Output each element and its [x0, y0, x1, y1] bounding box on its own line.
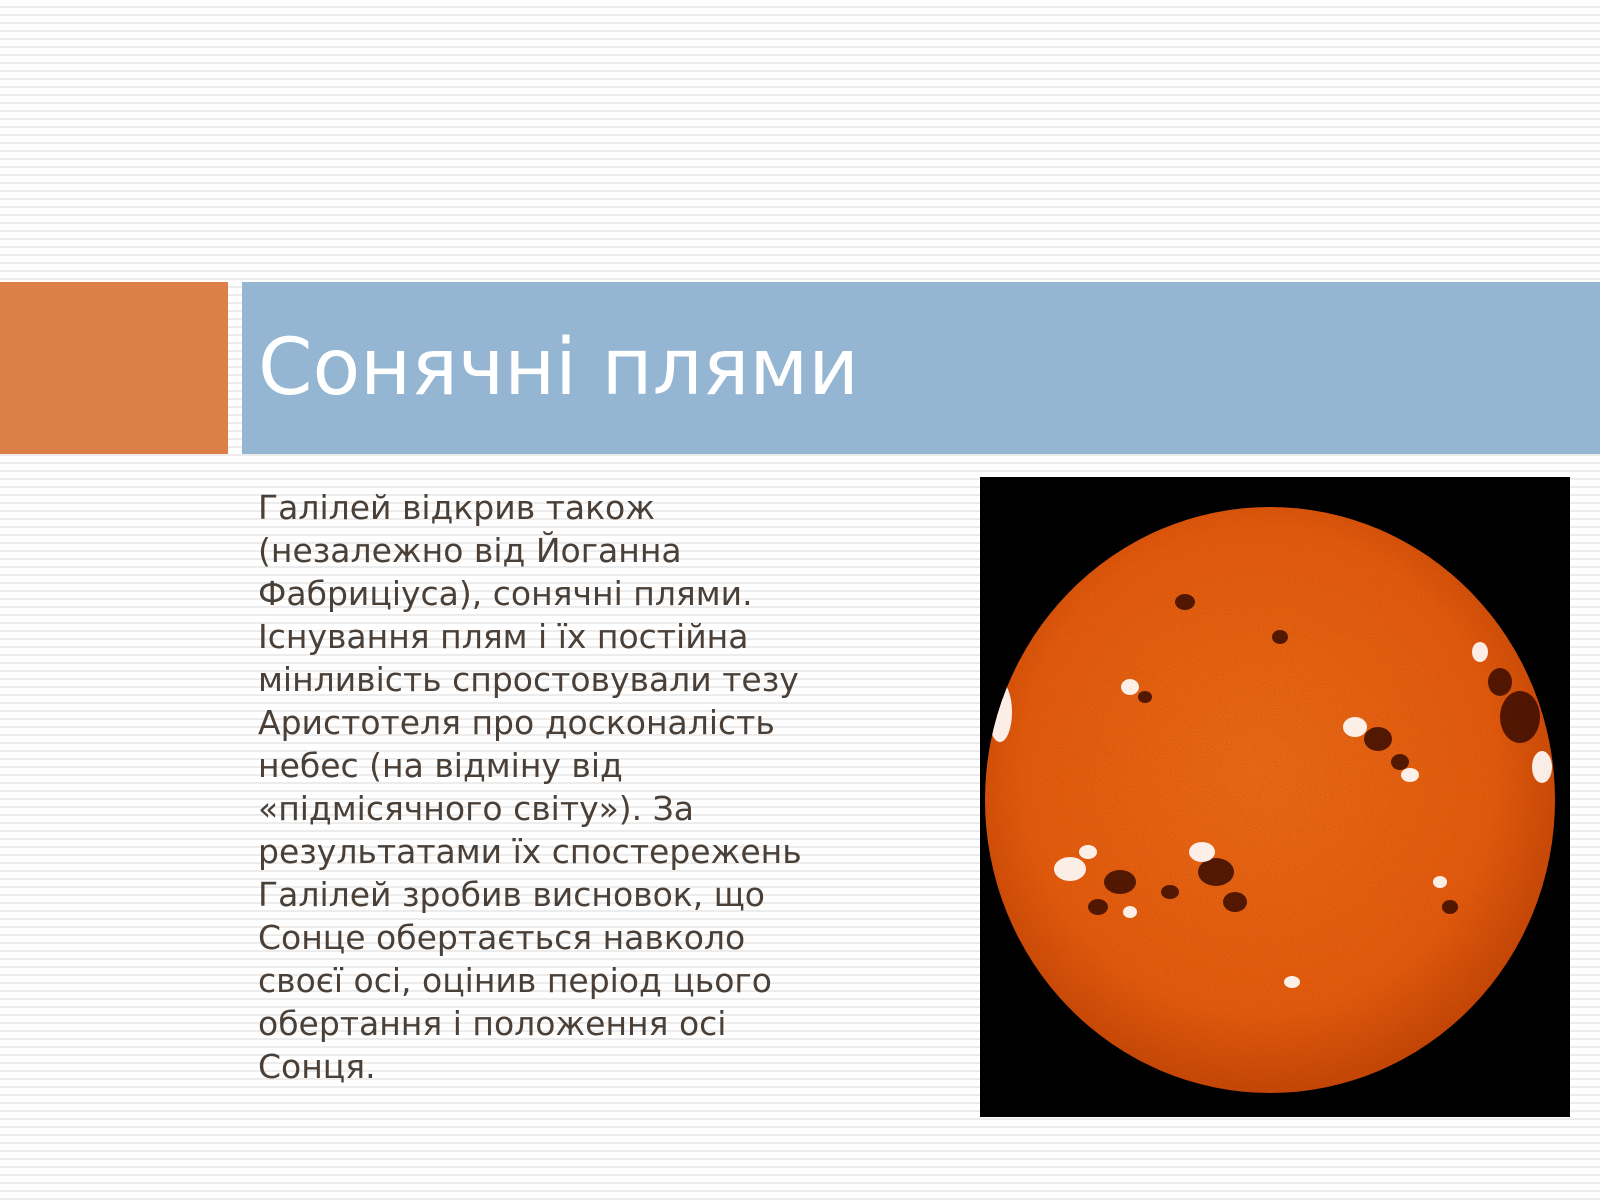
- slide-title: Сонячні плями: [258, 323, 859, 413]
- sun-texture: [980, 477, 1570, 1117]
- title-bar: [242, 282, 1600, 454]
- sun-image: [980, 477, 1570, 1117]
- accent-block: [0, 282, 228, 454]
- body-text: Галілей відкрив також (незалежно від Йоганна Фабриціуса), сонячні плями. Існування плям і їх постійна мінливість спростовували тезу Аристотеля про досконалість небес (на відміну від «підмісячного світу»). За результатами їх спостережень Галілей зробив висновок, що Сонце обертається навколо своєї осі, оцінив період цього обертання і положення осі Сонця.: [258, 488, 802, 1086]
- sun-illustration: [980, 477, 1570, 1117]
